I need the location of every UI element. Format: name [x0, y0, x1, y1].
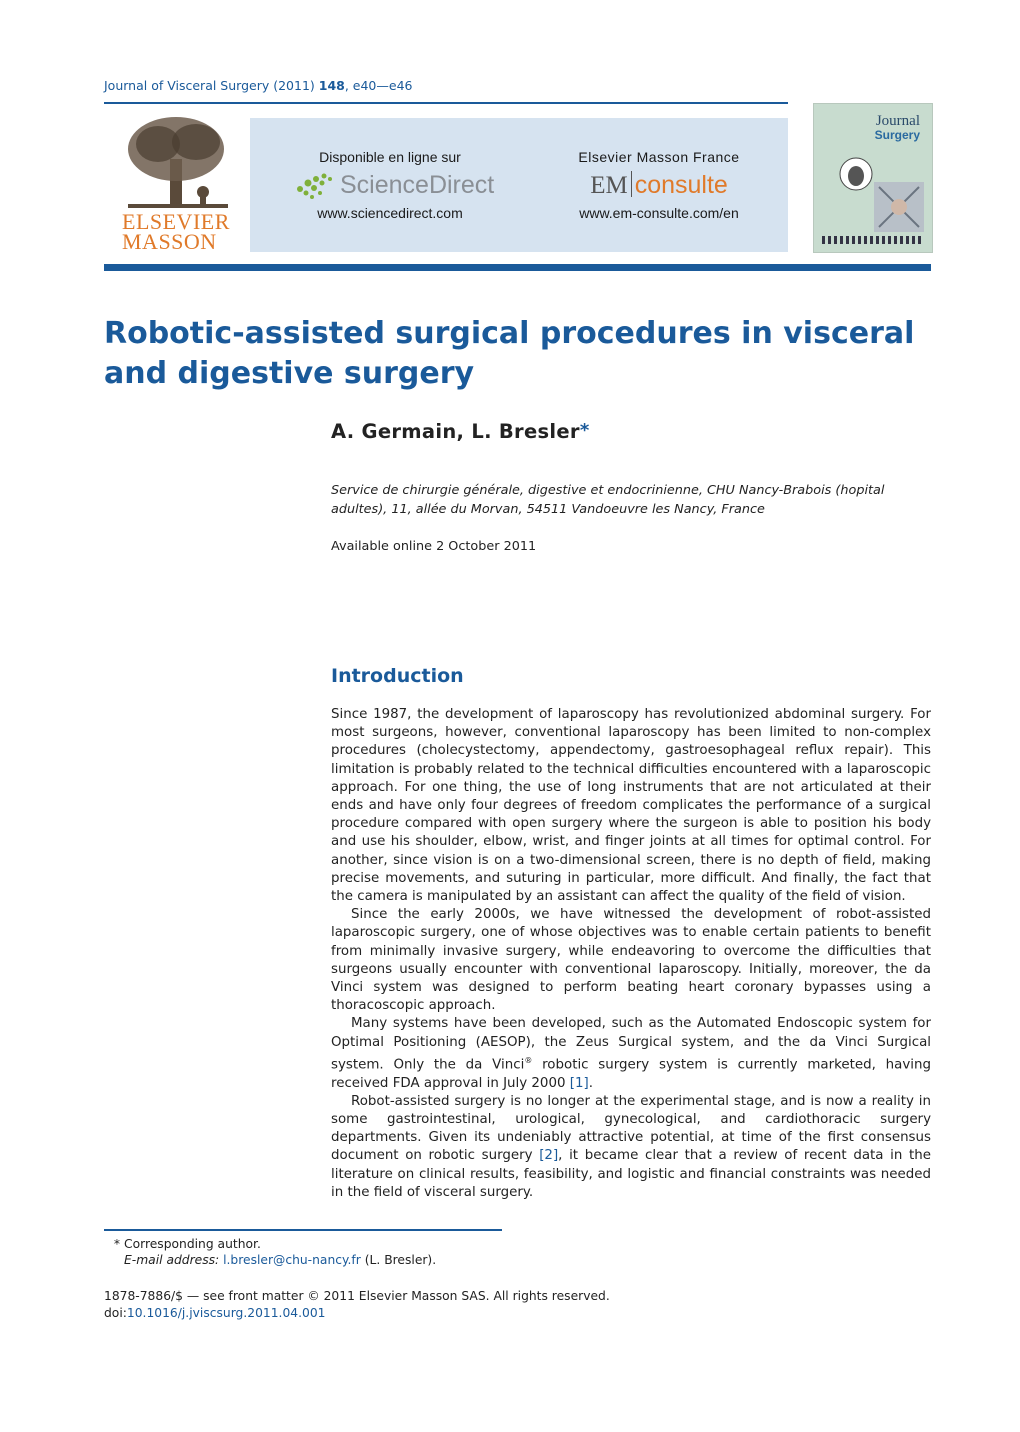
banner-bottom-rule	[104, 264, 931, 271]
author-affiliation: Service de chirurgie générale, digestive et endocrinienne, CHU Nancy-Brabois (hopital adultes), 11, allée du Morvan, 54511 Vandoeuvre les Nancy, France	[331, 483, 885, 517]
doi-label: doi:	[104, 1306, 127, 1320]
emconsulte-wordmark: consulte	[634, 171, 728, 199]
registered-mark: ®	[524, 1055, 533, 1065]
sciencedirect-wordmark: ScienceDirect	[340, 171, 495, 199]
emconsulte-logo[interactable]	[550, 171, 768, 203]
emconsulte-url[interactable]: www.em-consulte.com/en	[579, 205, 739, 221]
p4-text-b: , it became clear that a review of recent data in the literature on clinical results, feasibility, and logistic and financial constraints was needed in the field of visceral surgery.	[331, 1148, 931, 1200]
journal-volume: 148	[318, 78, 345, 93]
intro-paragraph-2: Since the early 2000s, we have witnessed the development of robot-assisted laparoscopic surgery, one of whose objectives was to enable certain patients to benefit from minimally invasive surgery, while endeavoring to overcome the difficulties that surgeons usually encounter with conventional laparoscopy. Initially, moreover, the da Vinci system was designed to perform beating heart coronary bypasses using a thoracoscopic approach.	[331, 907, 931, 1014]
cover-illustration-icon	[834, 152, 929, 237]
footnote-corresponding-line	[104, 1236, 436, 1252]
elsevier-masson-logo	[118, 114, 238, 254]
sciencedirect-caption: Disponible en ligne sur	[319, 149, 461, 165]
article-authors	[331, 420, 590, 443]
intro-paragraph-3	[331, 1015, 931, 1092]
email-label: E-mail address:	[124, 1253, 220, 1267]
footnote-corresponding-text: Corresponding author.	[124, 1237, 261, 1251]
author-names: A. Germain, L. Bresler	[331, 420, 580, 443]
copyright-block	[104, 1288, 610, 1322]
sciencedirect-logo[interactable]	[290, 171, 495, 203]
emconsulte-divider	[631, 171, 632, 197]
sciencedirect-dots-icon	[292, 171, 338, 201]
corresponding-author-mark[interactable]: *	[579, 420, 590, 441]
logo-line-masson: MASSON	[122, 229, 217, 254]
intro-paragraph-4	[331, 1093, 931, 1202]
journal-banner	[250, 118, 788, 252]
journal-name: Journal of Visceral Surgery (2011)	[104, 78, 319, 93]
author-email-link[interactable]: l.bresler@chu-nancy.fr	[223, 1253, 361, 1267]
email-author-name: (L. Bresler).	[360, 1253, 437, 1267]
footnote	[104, 1236, 436, 1268]
p3-text-c: .	[588, 1075, 593, 1091]
journal-cover-image[interactable]	[813, 103, 933, 253]
cover-title-journal: Journal	[875, 113, 920, 129]
footnote-email-line	[104, 1252, 436, 1268]
available-online-date: Available online 2 October 2011	[331, 539, 537, 554]
header-rule	[104, 102, 788, 104]
emc-caption: Elsevier Masson France	[578, 149, 740, 165]
doi-line	[104, 1305, 610, 1322]
copyright-line: 1878-7886/$ — see front matter © 2011 Elsevier Masson SAS. All rights reserved.	[104, 1289, 610, 1303]
intro-paragraph-1: Since 1987, the development of laparoscopy has revolutionized abdominal surgery. For most surgeons, however, conventional laparoscopy has been limited to non-complex procedures (cholecystectomy, appendectomy, gastroesophageal reflux repair). This limitation is probably related to the technical difficulties encountered with a laparoscopic approach. For one thing, the use of long instruments that are not articulated at their ends and have only four degrees of freedom complicates the performance of a surgical procedure compared with open surgery where the surgeon is able to position his body and use his shoulder, elbow, wrist, and finger joints at all times for optimal control. For another, since vision is on a two-dimensional screen, there is no depth of field, making precise movements, and suturing in particular, more difficult. And finally, the fact that the camera is manipulated by an assistant can affect the quality of the field of vision.	[331, 707, 931, 905]
citation-2-link[interactable]: [2]	[539, 1148, 559, 1164]
introduction-body	[331, 706, 931, 1202]
journal-pages: , e40—e46	[344, 78, 413, 93]
article-title: Robotic-assisted surgical procedures in visceral and digestive surgery	[104, 316, 915, 391]
emconsulte-em: EM	[590, 172, 628, 199]
footnote-mark: *	[113, 1237, 120, 1251]
footnote-rule	[104, 1229, 502, 1231]
journal-reference[interactable]	[104, 78, 412, 93]
p4-text-a: Robot-assisted surgery is no longer at the experimental stage, and is now a reality in some gastrointestinal, urological, gynecological, and cardiothoracic surgery departments. Given its undeniably attractive potential, at time of the first consensus document on robotic surgery	[331, 1093, 931, 1164]
section-heading-introduction: Introduction	[331, 665, 464, 687]
doi-link[interactable]: 10.1016/j.jviscsurg.2011.04.001	[126, 1306, 326, 1320]
p3-text-b: robotic surgery system is currently marketed, having received FDA approval in July 2000	[331, 1057, 932, 1091]
logo-line-elsevier: ELSEVIER	[122, 209, 230, 234]
sciencedirect-url[interactable]: www.sciencedirect.com	[317, 205, 463, 221]
p3-text-a: Many systems have been developed, such as the Automated Endoscopic system for Optimal Positioning (AESOP), the Zeus Surgical system, and the da Vinci Surgical system. Only the da Vinci	[331, 1016, 931, 1073]
cover-title-surgery: Surgery	[874, 128, 920, 142]
elsevier-tree-icon	[118, 114, 238, 214]
cover-logos-strip	[822, 236, 922, 244]
citation-1-link[interactable]: [1]	[569, 1075, 589, 1091]
